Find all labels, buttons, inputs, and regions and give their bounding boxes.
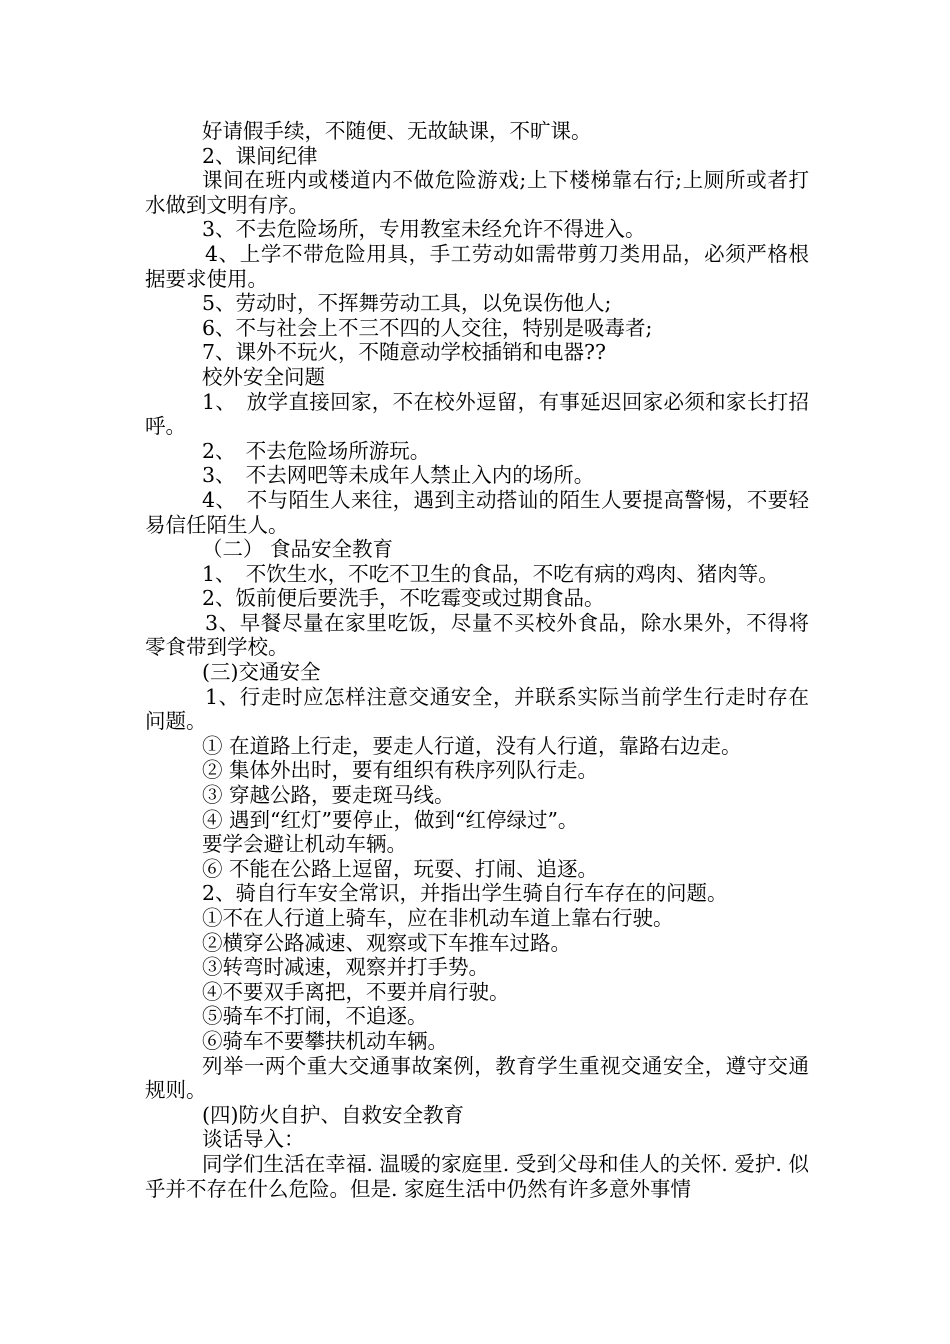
- list-item: 2、饭前便后要洗手，不吃霉变或过期食品。: [202, 586, 605, 611]
- paragraph: 要学会避让机动车辆。: [202, 832, 407, 857]
- section-heading: (四)防火自护、自救安全教育: [202, 1102, 464, 1127]
- document-body: [145, 119, 809, 1201]
- list-item: 3、不去危险场所，专用教室未经允许不得进入。: [202, 217, 646, 242]
- list-item: 3、早餐尽量在家里吃饭，尽量不买校外食品，除水果外，不得将零食带到学校。: [145, 610, 809, 660]
- list-item: ③转弯时减速，观察并打手势。: [202, 955, 489, 980]
- list-item: ③ 穿越公路，要走斑马线。: [202, 783, 455, 808]
- list-item: 5、劳动时，不挥舞劳动工具，以免误伤他人;: [202, 291, 612, 316]
- section-heading: 校外安全问题: [202, 364, 325, 389]
- list-item: 7、课外不玩火，不随意动学校插销和电器??: [202, 340, 607, 365]
- list-item: 1、 放学直接回家，不在校外逗留，有事延迟回家必须和家长打招呼。: [145, 389, 809, 439]
- section-heading: （二） 食品安全教育: [202, 537, 394, 562]
- paragraph: 同学们生活在幸福. 温暖的家庭里. 受到父母和佳人的关怀. 爱护. 似乎并不存在什么危险。但是. 家庭生活中仍然有许多意外事情: [145, 1151, 809, 1201]
- list-item: ⑥骑车不要攀扶机动车辆。: [202, 1028, 448, 1053]
- paragraph: 谈话导入：: [202, 1127, 305, 1152]
- list-item: ⑥ 不能在公路上逗留，玩耍、打闹、追逐。: [202, 856, 599, 881]
- paragraph: 好请假手续，不随便、无故缺课，不旷课。: [202, 119, 592, 143]
- list-item: 6、不与社会上不三不四的人交往，特别是吸毒者;: [202, 315, 653, 340]
- list-item: 1、行走时应怎样注意交通安全，并联系实际当前学生行走时存在问题。: [145, 684, 809, 734]
- paragraph: 列举一两个重大交通事故案例，教育学生重视交通安全，遵守交通规则。: [145, 1053, 809, 1103]
- list-item: ② 集体外出时，要有组织有秩序列队行走。: [202, 758, 599, 783]
- section-heading: 2、课间纪律: [202, 143, 318, 168]
- list-item: ①不在人行道上骑车，应在非机动车道上靠右行驶。: [202, 906, 674, 930]
- list-item: 1、 不饮生水，不吃不卫生的食品，不吃有病的鸡肉、猪肉等。: [202, 561, 779, 586]
- list-item: ① 在道路上行走，要走人行道，没有人行道，靠路右边走。: [202, 733, 742, 758]
- list-item: ④不要双手离把，不要并肩行驶。: [202, 979, 510, 1004]
- paragraph: 课间在班内或楼道内不做危险游戏;上下楼梯靠右行;上厕所或者打水做到文明有序。: [145, 168, 809, 217]
- list-item: 4、上学不带危险用具，手工劳动如需带剪刀类用品，必须严格根据要求使用。: [145, 241, 809, 291]
- list-item: 4、 不与陌生人来往，遇到主动搭讪的陌生人要提高警惕，不要轻易信任陌生人。: [145, 487, 809, 537]
- list-item: ⑤骑车不打闹，不追逐。: [202, 1004, 428, 1029]
- list-item: 2、骑自行车安全常识，并指出学生骑自行车存在的问题。: [202, 881, 728, 906]
- list-item: ④ 遇到“红灯”要停止，做到“红停绿过”。: [202, 807, 579, 832]
- list-item: 3、 不去网吧等未成年人禁止入内的场所。: [202, 463, 595, 488]
- list-item: 2、 不去危险场所游玩。: [202, 438, 431, 463]
- list-item: ②横穿公路减速、观察或下车推车过路。: [202, 930, 571, 955]
- section-heading: (三)交通安全: [202, 660, 321, 685]
